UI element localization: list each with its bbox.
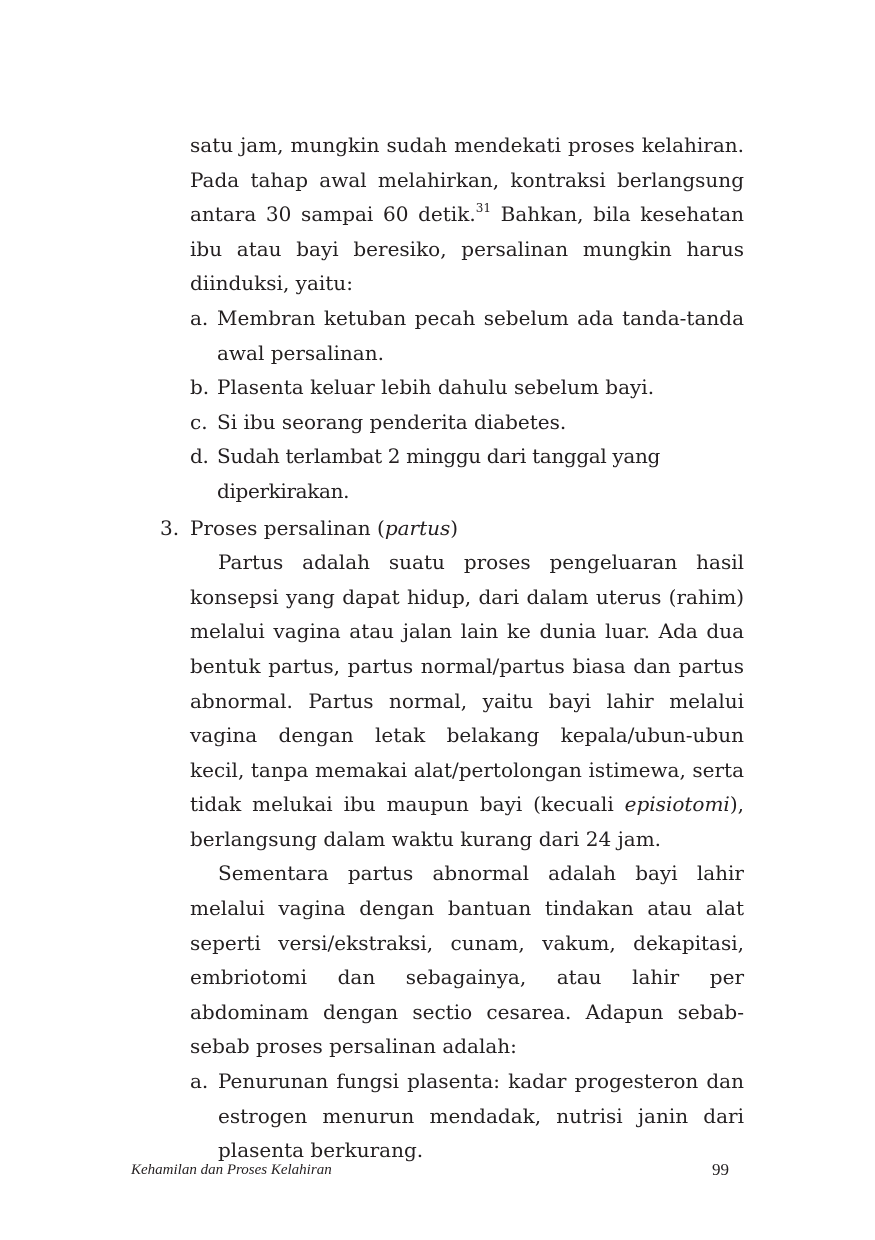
list-marker: b. <box>190 375 210 400</box>
list-item <box>190 439 744 508</box>
section-3 <box>160 511 744 1168</box>
list-item-text: Penurunan fungsi plasenta: kadar progesteron dan estrogen menurun mendadak, nutrisi janin dari plasenta berkurang. <box>218 1069 744 1163</box>
list-item <box>190 301 744 370</box>
section-heading: Proses persalinan (partus) <box>190 515 459 540</box>
list-marker: c. <box>190 409 208 434</box>
list-item <box>190 405 744 440</box>
body-text <box>160 128 745 1168</box>
section-number: 3. <box>160 515 180 540</box>
running-footer-title: Kehamilan dan Proses Kelahiran <box>131 1162 332 1178</box>
intro-paragraph: satu jam, mungkin sudah mendekati proses kelahiran. Pada tahap awal melahirkan, kontraksi berlangsung antara 30 sampai 60 detik.$^{31}$ Bahkan, bila kesehatan ibu atau bayi beresiko, persalinan mungkin harus diinduksi, yaitu: <box>190 133 745 296</box>
list-item <box>190 1064 744 1168</box>
list-item <box>190 370 744 405</box>
list-marker: a. <box>190 1069 209 1094</box>
section-paragraph-2: Sementara partus abnormal adalah bayi lahir melalui vagina dengan bantuan tindakan atau alat seperti versi/ekstraksi, cunam, vakum, dekapitasi, embriotomi dan sebagainya, atau lahir per abdominam dengan sectio cesarea. Adapun sebab-sebab proses persalinan adalah: <box>190 861 744 1059</box>
list-marker: d. <box>190 444 209 469</box>
section-paragraph-1: Partus adalah suatu proses pengeluaran hasil konsepsi yang dapat hidup, dari dalam uterus (rahim) melalui vagina atau jalan lain ke dunia luar. Ada dua bentuk partus, partus normal/partus biasa dan partus abnormal. Partus normal, yaitu bayi lahir melalui vagina dengan letak belakang kepala/ubun-ubun kecil, tanpa memakai alat/pertolongan istimewa, serta tidak melukai ibu maupun bayi (kecuali episiotomi), berlangsung dalam waktu kurang dari 24 jam. <box>190 550 744 851</box>
list-marker: a. <box>190 305 209 330</box>
page-number: 99 <box>712 1160 729 1179</box>
list-item-text: Membran ketuban pecah sebelum ada tanda-tanda awal persalinan. <box>217 305 744 365</box>
list-item-text: Si ibu seorang penderita diabetes. <box>217 409 567 434</box>
list-item-text: Plasenta keluar lebih dahulu sebelum bayi. <box>217 375 655 400</box>
induction-list <box>190 301 744 509</box>
causes-list <box>190 1064 744 1168</box>
list-item-text: Sudah terlambat 2 minggu dari tanggal yang diperkirakan. <box>217 444 660 503</box>
footnote-reference: 31 <box>475 201 491 216</box>
